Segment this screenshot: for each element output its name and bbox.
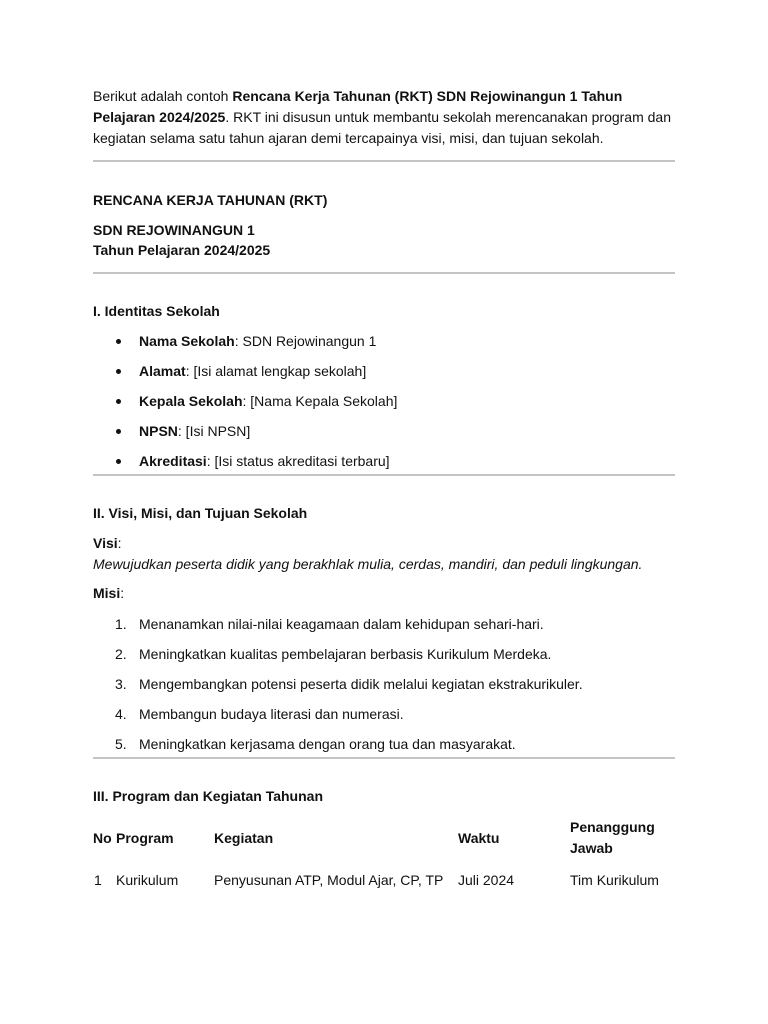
item-value: : [Nama Kepala Sekolah]: [242, 393, 398, 409]
visi-label: Visi: [93, 535, 118, 551]
school-year: Tahun Pelajaran 2024/2025: [93, 242, 271, 258]
bullet-icon: [116, 429, 121, 434]
bullet-icon: [116, 459, 121, 464]
cell-program: Kurikulum: [116, 872, 179, 888]
misi-label: Misi: [93, 585, 121, 601]
col-header-pj-line2: Jawab: [570, 840, 613, 856]
item-text: Meningkatkan kerjasama dengan orang tua dan masyarakat.: [139, 736, 516, 752]
list-item: [93, 644, 675, 674]
item-number: 5.: [115, 736, 127, 752]
table-row: [93, 859, 675, 901]
col-header-pj-line1: Penanggung: [570, 819, 655, 835]
list-item: [93, 614, 675, 644]
visi-colon: :: [117, 535, 122, 551]
item-label: NPSN: [139, 423, 178, 439]
cell-no: 1: [94, 872, 102, 888]
list-item: [93, 451, 675, 473]
section-heading-identitas: I. Identitas Sekolah: [93, 303, 220, 319]
misi-colon: :: [120, 585, 125, 601]
divider: [93, 474, 675, 476]
document-page: [93, 86, 675, 901]
item-label: Akreditasi: [139, 453, 207, 469]
item-label: Alamat: [139, 363, 186, 379]
item-value: : [Isi alamat lengkap sekolah]: [185, 363, 367, 379]
table-header-row: [93, 817, 675, 859]
item-text: Menanamkan nilai-nilai keagamaan dalam kehidupan sehari-hari.: [139, 616, 544, 632]
list-item: [93, 704, 675, 734]
item-label: Kepala Sekolah: [139, 393, 243, 409]
item-number: 4.: [115, 706, 127, 722]
item-label: Nama Sekolah: [139, 333, 235, 349]
list-item: [93, 734, 675, 756]
item-number: 2.: [115, 646, 127, 662]
doc-title: RENCANA KERJA TAHUNAN (RKT): [93, 192, 328, 208]
col-header-program: Program: [116, 829, 174, 846]
identitas-list: [93, 331, 675, 473]
divider: [93, 160, 675, 162]
section-heading-program: III. Program dan Kegiatan Tahunan: [93, 788, 323, 804]
cell-penanggung-jawab: Tim Kurikulum: [570, 872, 659, 888]
list-item: [93, 674, 675, 704]
item-text: Meningkatkan kualitas pembelajaran berbasis Kurikulum Merdeka.: [139, 646, 552, 662]
item-text: Mengembangkan potensi peserta didik melalui kegiatan ekstrakurikuler.: [139, 676, 583, 692]
list-item: [93, 331, 675, 361]
section-heading-visimisi: II. Visi, Misi, dan Tujuan Sekolah: [93, 505, 308, 521]
intro-paragraph: [93, 86, 675, 149]
intro-suffix: . RKT ini disusun untuk membantu sekolah merencanakan program dan kegiatan selama satu tahun ajaran demi tercapainya visi, misi, dan tujuan sekolah.: [93, 109, 671, 146]
misi-list: [93, 614, 675, 756]
item-text: Membangun budaya literasi dan numerasi.: [139, 706, 404, 722]
item-value: : [Isi status akreditasi terbaru]: [206, 453, 390, 469]
col-header-no: No: [93, 829, 112, 846]
divider: [93, 272, 675, 274]
cell-waktu: Juli 2024: [458, 872, 515, 888]
item-number: 3.: [115, 676, 127, 692]
misi-label-line: [93, 583, 675, 603]
bullet-icon: [116, 399, 121, 404]
divider: [93, 757, 675, 759]
col-header-kegiatan: Kegiatan: [214, 829, 274, 846]
visi-text: Mewujudkan peserta didik yang berakhlak mulia, cerdas, mandiri, dan peduli lingkungan.: [93, 556, 643, 572]
list-item: [93, 391, 675, 421]
item-value: : SDN Rejowinangun 1: [234, 333, 377, 349]
program-table: [93, 817, 675, 901]
cell-kegiatan: Penyusunan ATP, Modul Ajar, CP, TP: [214, 872, 444, 888]
list-item: [93, 421, 675, 451]
col-header-penanggung-jawab: [570, 817, 675, 859]
school-name: SDN REJOWINANGUN 1: [93, 222, 255, 238]
visi-label-line: [93, 533, 675, 553]
list-item: [93, 361, 675, 391]
col-header-waktu: Waktu: [458, 829, 500, 846]
bullet-icon: [116, 369, 121, 374]
item-value: : [Isi NPSN]: [177, 423, 251, 439]
intro-prefix: Berikut adalah contoh: [93, 88, 233, 104]
bullet-icon: [116, 339, 121, 344]
item-number: 1.: [115, 616, 127, 632]
intro-bold-title: Rencana Kerja Tahunan (RKT) SDN Rejowinangun 1 Tahun Pelajaran 2024/2025: [93, 88, 623, 125]
